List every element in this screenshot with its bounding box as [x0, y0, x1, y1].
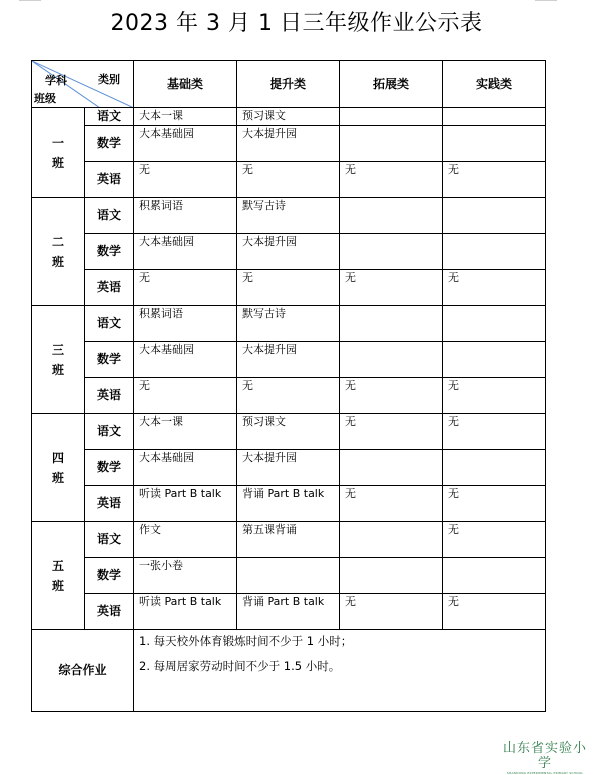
homework-cell: 大本基础园	[134, 342, 237, 378]
class-name-char: 班	[51, 578, 64, 593]
homework-cell: 无	[134, 378, 237, 414]
homework-cell	[340, 522, 443, 558]
homework-cell: 大本基础园	[134, 234, 237, 270]
page-title: 2023 年 3 月 1 日三年级作业公示表	[110, 11, 483, 36]
homework-cell: 无	[237, 270, 340, 306]
subject-row	[32, 522, 546, 558]
column-header: 提升类	[237, 61, 340, 108]
subject-row	[32, 108, 546, 126]
subject-row	[32, 342, 546, 378]
homework-cell	[340, 306, 443, 342]
class-name-char: 班	[51, 254, 64, 269]
class-name-char: 班	[51, 470, 64, 485]
homework-cell: 一张小卷	[134, 558, 237, 594]
homework-cell: 无	[340, 378, 443, 414]
homework-cell: 无	[340, 486, 443, 522]
homework-cell: 无	[443, 522, 546, 558]
school-logo-subtitle: SHANDONG EXPERIMENTAL PRIMARY SCHOOL	[506, 771, 584, 775]
homework-cell: 大本提升园	[237, 126, 340, 162]
homework-cell	[237, 558, 340, 594]
subject-row	[32, 594, 546, 630]
corner-label-subject: 学科	[45, 74, 67, 87]
homework-cell	[443, 234, 546, 270]
subject-row	[32, 558, 546, 594]
homework-cell	[340, 108, 443, 126]
subject-cell: 语文	[85, 198, 134, 234]
homework-cell: 第五课背诵	[237, 522, 340, 558]
subject-cell: 语文	[85, 108, 134, 126]
homework-cell	[443, 450, 546, 486]
homework-cell: 无	[340, 162, 443, 198]
corner-label-class: 班级	[34, 92, 56, 105]
column-header: 基础类	[134, 61, 237, 108]
class-name-cell	[32, 108, 85, 198]
class-name-char: 班	[51, 362, 64, 377]
homework-cell: 无	[443, 162, 546, 198]
subject-cell: 数学	[85, 450, 134, 486]
homework-cell: 无	[443, 594, 546, 630]
homework-cell: 大本提升园	[237, 234, 340, 270]
subject-row	[32, 414, 546, 450]
homework-cell	[443, 342, 546, 378]
homework-cell	[340, 450, 443, 486]
homework-cell: 大本提升园	[237, 342, 340, 378]
homework-cell: 无	[134, 270, 237, 306]
homework-cell: 预习课文	[237, 108, 340, 126]
school-logo-name: 山东省实验小学	[502, 741, 587, 771]
class-name-cell	[32, 198, 85, 306]
subject-row	[32, 450, 546, 486]
homework-cell: 无	[237, 162, 340, 198]
homework-cell: 大本基础园	[134, 126, 237, 162]
general-homework-label: 综合作业	[32, 630, 134, 712]
subject-row	[32, 198, 546, 234]
subject-row	[32, 126, 546, 162]
homework-cell	[340, 198, 443, 234]
school-logo	[501, 741, 589, 775]
homework-cell: 背诵 Part B talk	[237, 594, 340, 630]
homework-cell	[443, 558, 546, 594]
general-note: 2. 每周居家劳动时间不少于 1.5 小时。	[139, 659, 341, 673]
class-name-char: 二	[51, 234, 64, 249]
column-header: 实践类	[443, 61, 546, 108]
homework-cell	[443, 108, 546, 126]
homework-cell	[443, 198, 546, 234]
class-name-char: 班	[51, 155, 64, 170]
homework-cell	[340, 234, 443, 270]
homework-cell	[340, 126, 443, 162]
homework-cell: 大本一课	[134, 414, 237, 450]
class-name-char: 四	[51, 450, 64, 465]
header-row	[32, 61, 546, 108]
homework-cell: 听读 Part B talk	[134, 486, 237, 522]
homework-cell: 背诵 Part B talk	[237, 486, 340, 522]
subject-cell: 语文	[85, 414, 134, 450]
homework-cell: 无	[443, 486, 546, 522]
homework-cell: 无	[340, 414, 443, 450]
subject-cell: 英语	[85, 378, 134, 414]
homework-cell: 积累词语	[134, 198, 237, 234]
subject-cell: 数学	[85, 342, 134, 378]
general-homework-row	[32, 630, 546, 712]
subject-cell: 英语	[85, 594, 134, 630]
column-header: 拓展类	[340, 61, 443, 108]
subject-cell: 英语	[85, 162, 134, 198]
homework-cell: 默写古诗	[237, 306, 340, 342]
subject-cell: 语文	[85, 522, 134, 558]
homework-cell: 作文	[134, 522, 237, 558]
subject-row	[32, 162, 546, 198]
class-name-cell	[32, 522, 85, 630]
homework-cell: 默写古诗	[237, 198, 340, 234]
homework-cell: 无	[237, 378, 340, 414]
homework-cell: 大本提升园	[237, 450, 340, 486]
homework-cell: 积累词语	[134, 306, 237, 342]
homework-cell	[443, 126, 546, 162]
subject-row	[32, 486, 546, 522]
subject-row	[32, 306, 546, 342]
subject-cell: 数学	[85, 558, 134, 594]
homework-table	[31, 60, 546, 712]
homework-cell: 大本基础园	[134, 450, 237, 486]
general-homework-notes	[134, 630, 546, 712]
subject-row	[32, 270, 546, 306]
subject-cell: 英语	[85, 486, 134, 522]
class-name-char: 三	[51, 342, 64, 357]
subject-row	[32, 378, 546, 414]
subject-cell: 语文	[85, 306, 134, 342]
corner-header-cell	[32, 61, 134, 108]
homework-cell: 无	[443, 270, 546, 306]
homework-cell: 无	[443, 378, 546, 414]
subject-cell: 数学	[85, 234, 134, 270]
subject-cell: 数学	[85, 126, 134, 162]
class-name-cell	[32, 306, 85, 414]
homework-cell: 无	[134, 162, 237, 198]
homework-cell: 大本一课	[134, 108, 237, 126]
homework-cell: 无	[340, 594, 443, 630]
subject-row	[32, 234, 546, 270]
homework-cell: 无	[340, 270, 443, 306]
class-name-char: 一	[51, 135, 64, 150]
page-edge-mark	[19, 0, 41, 1]
class-name-char: 五	[51, 558, 64, 573]
homework-cell	[443, 306, 546, 342]
class-name-cell	[32, 414, 85, 522]
general-note: 1. 每天校外体育锻炼时间不少于 1 小时；	[139, 634, 353, 648]
homework-cell: 预习课文	[237, 414, 340, 450]
homework-cell: 无	[443, 414, 546, 450]
homework-cell	[340, 558, 443, 594]
homework-cell	[340, 342, 443, 378]
corner-label-category: 类别	[98, 73, 120, 86]
subject-cell: 英语	[85, 270, 134, 306]
homework-cell: 听读 Part B talk	[134, 594, 237, 630]
page-edge-mark	[535, 0, 557, 1]
